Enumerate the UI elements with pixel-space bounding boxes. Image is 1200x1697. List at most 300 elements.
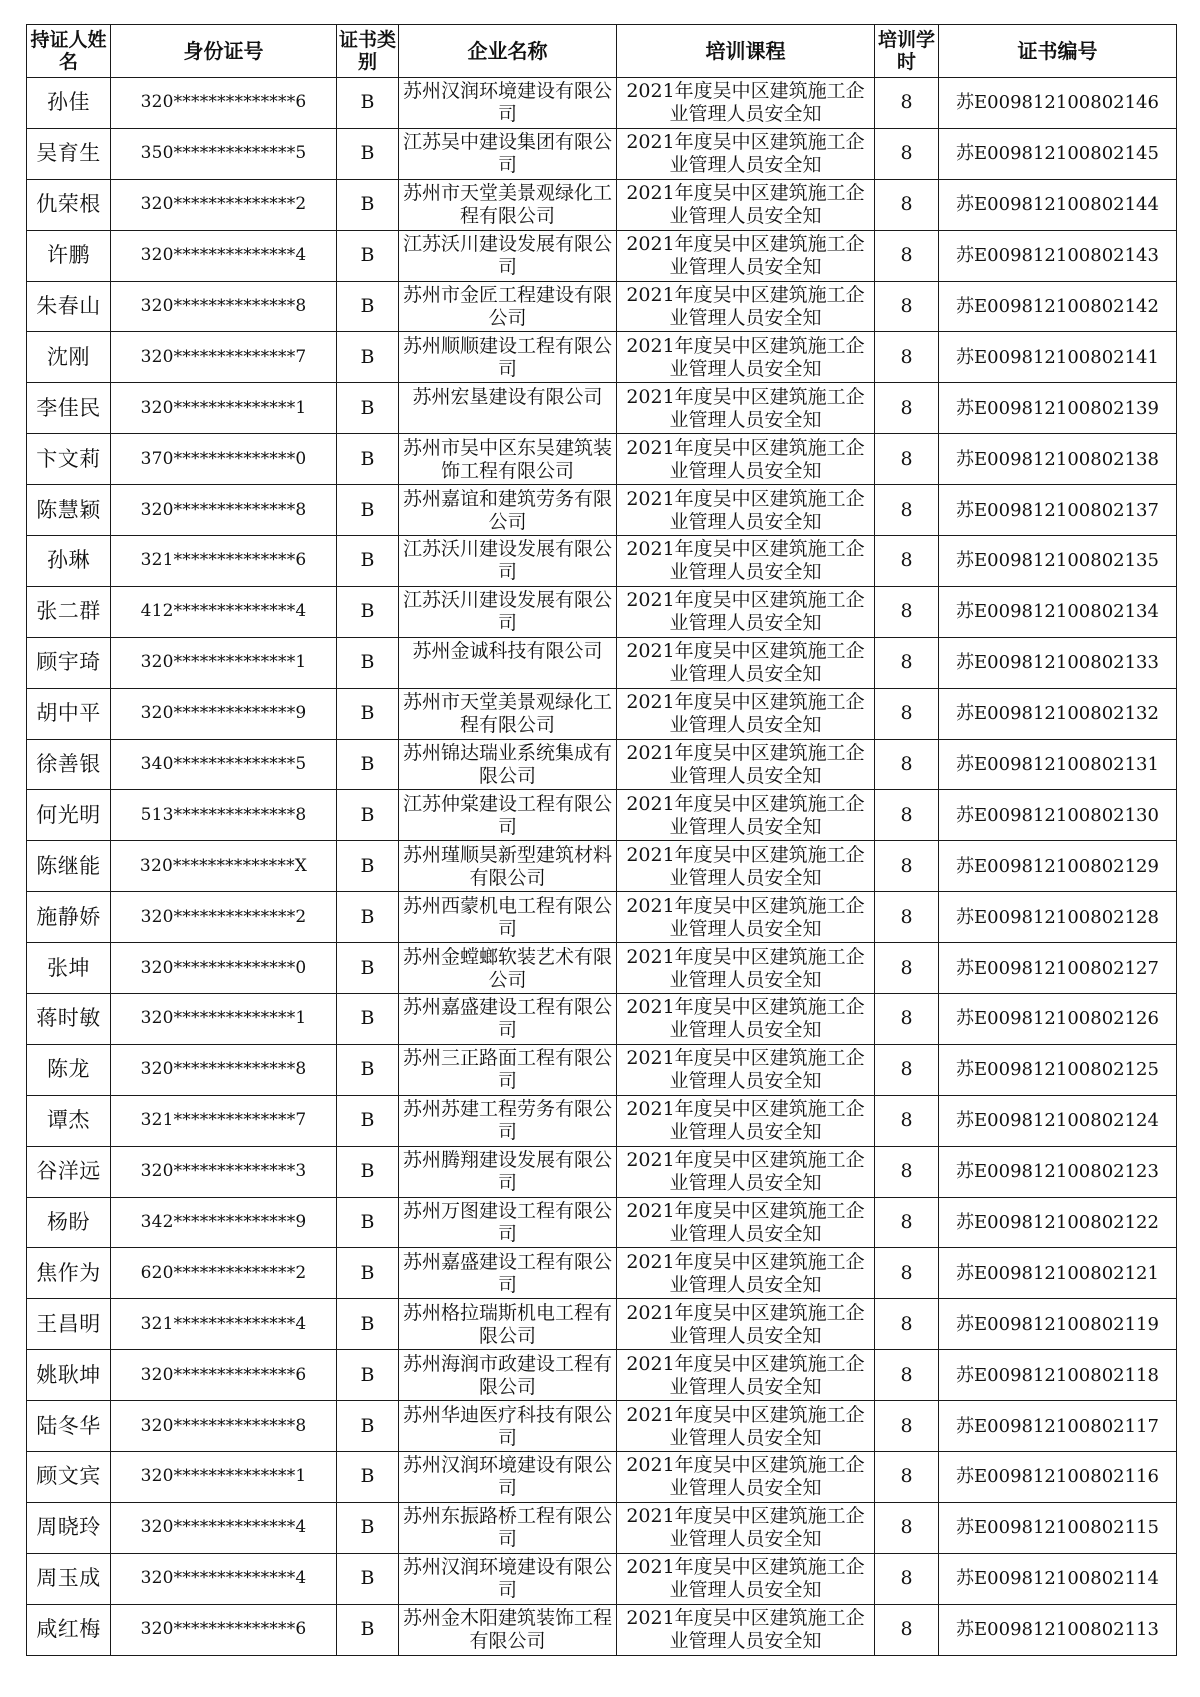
course-cell-text: 2021年度吴中区建筑施工企业管理人员安全知 [626, 131, 865, 177]
id-number-cell: 320**************8 [111, 281, 337, 332]
course-cell-text: 2021年度吴中区建筑施工企业管理人员安全知 [626, 385, 865, 431]
company-cell-text: 苏州宏垦建设有限公司 [412, 385, 603, 408]
id-number-cell: 321**************7 [111, 1095, 337, 1146]
cert-number-cell: 苏E009812100802143 [939, 230, 1177, 281]
table-header [27, 25, 1177, 78]
course-cell [617, 1401, 875, 1452]
id-number-cell: 320**************2 [111, 179, 337, 230]
id-number-cell: 320**************1 [111, 383, 337, 434]
table-row [27, 1197, 1177, 1248]
company-cell-text: 苏州嘉谊和建筑劳务有限公司 [403, 487, 612, 533]
certificate-table [26, 24, 1177, 1656]
id-number-cell: 620**************2 [111, 1248, 337, 1299]
hours-cell: 8 [875, 1502, 939, 1553]
hours-cell: 8 [875, 1248, 939, 1299]
holder-name-cell: 谷洋远 [27, 1146, 111, 1197]
cert-number-cell: 苏E009812100802139 [939, 383, 1177, 434]
holder-name-cell: 仇荣根 [27, 179, 111, 230]
course-cell-text: 2021年度吴中区建筑施工企业管理人员安全知 [626, 894, 865, 940]
cert-number-cell: 苏E009812100802125 [939, 1044, 1177, 1095]
company-cell [399, 994, 617, 1045]
company-cell [399, 1350, 617, 1401]
cert-category-cell: B [337, 434, 399, 485]
course-cell-text: 2021年度吴中区建筑施工企业管理人员安全知 [626, 1352, 865, 1398]
cert-category-cell: B [337, 1452, 399, 1503]
table-body [27, 78, 1177, 1656]
course-cell-text: 2021年度吴中区建筑施工企业管理人员安全知 [626, 1556, 865, 1602]
id-number-cell: 320**************1 [111, 994, 337, 1045]
company-cell-text: 苏州金木阳建筑装饰工程有限公司 [403, 1607, 612, 1653]
holder-name-cell: 徐善银 [27, 739, 111, 790]
cert-number-cell: 苏E009812100802131 [939, 739, 1177, 790]
course-cell [617, 281, 875, 332]
hours-cell: 8 [875, 78, 939, 129]
id-number-cell: 342**************9 [111, 1197, 337, 1248]
company-cell-text: 苏州西蒙机电工程有限公司 [403, 894, 612, 940]
hours-cell: 8 [875, 892, 939, 943]
course-cell [617, 943, 875, 994]
id-number-cell: 320**************1 [111, 1452, 337, 1503]
company-cell-text: 苏州金诚科技有限公司 [412, 640, 603, 663]
holder-name-cell: 周玉成 [27, 1553, 111, 1604]
course-cell-text: 2021年度吴中区建筑施工企业管理人员安全知 [626, 1403, 865, 1449]
course-cell [617, 1604, 875, 1655]
id-number-cell: 320**************4 [111, 230, 337, 281]
company-cell [399, 383, 617, 434]
id-number-cell: 320**************0 [111, 943, 337, 994]
cert-category-cell: B [337, 179, 399, 230]
holder-name-cell: 陈继能 [27, 841, 111, 892]
course-cell-text: 2021年度吴中区建筑施工企业管理人员安全知 [626, 1200, 865, 1246]
hours-cell: 8 [875, 230, 939, 281]
table-row [27, 281, 1177, 332]
holder-name-cell: 陈龙 [27, 1044, 111, 1095]
cert-number-cell: 苏E009812100802130 [939, 790, 1177, 841]
hours-cell: 8 [875, 1350, 939, 1401]
hours-cell: 8 [875, 485, 939, 536]
cert-category-cell: B [337, 688, 399, 739]
holder-name-cell: 何光明 [27, 790, 111, 841]
header-company: 企业名称 [399, 25, 617, 78]
company-cell-text: 苏州腾翔建设发展有限公司 [403, 1149, 612, 1195]
table-row [27, 78, 1177, 129]
cert-category-cell: B [337, 790, 399, 841]
course-cell [617, 434, 875, 485]
header-course: 培训课程 [617, 25, 875, 78]
hours-cell: 8 [875, 739, 939, 790]
id-number-cell: 320**************1 [111, 637, 337, 688]
cert-category-cell: B [337, 841, 399, 892]
cert-number-cell: 苏E009812100802141 [939, 332, 1177, 383]
holder-name-cell: 张二群 [27, 586, 111, 637]
cert-number-cell: 苏E009812100802116 [939, 1452, 1177, 1503]
course-cell-text: 2021年度吴中区建筑施工企业管理人员安全知 [626, 589, 865, 635]
id-number-cell: 320**************7 [111, 332, 337, 383]
cert-category-cell: B [337, 1401, 399, 1452]
hours-cell: 8 [875, 790, 939, 841]
cert-number-cell: 苏E009812100802129 [939, 841, 1177, 892]
cert-number-cell: 苏E009812100802128 [939, 892, 1177, 943]
company-cell-text: 苏州东振路桥工程有限公司 [403, 1505, 612, 1551]
course-cell-text: 2021年度吴中区建筑施工企业管理人员安全知 [626, 1301, 865, 1347]
hours-cell: 8 [875, 1553, 939, 1604]
company-cell [399, 1197, 617, 1248]
hours-cell: 8 [875, 637, 939, 688]
company-cell [399, 1401, 617, 1452]
company-cell [399, 128, 617, 179]
company-cell-text: 江苏仲棠建设工程有限公司 [403, 792, 612, 838]
course-cell-text: 2021年度吴中区建筑施工企业管理人员安全知 [626, 742, 865, 788]
table-row [27, 994, 1177, 1045]
cert-number-cell: 苏E009812100802127 [939, 943, 1177, 994]
table-row [27, 790, 1177, 841]
course-cell [617, 179, 875, 230]
holder-name-cell: 胡中平 [27, 688, 111, 739]
company-cell [399, 892, 617, 943]
cert-category-cell: B [337, 128, 399, 179]
hours-cell: 8 [875, 688, 939, 739]
hours-cell: 8 [875, 943, 939, 994]
course-cell [617, 994, 875, 1045]
company-cell-text: 苏州市天堂美景观绿化工程有限公司 [403, 182, 612, 228]
hours-cell: 8 [875, 1095, 939, 1146]
company-cell-text: 苏州三正路面工程有限公司 [403, 1047, 612, 1093]
hours-cell: 8 [875, 128, 939, 179]
hours-cell: 8 [875, 1044, 939, 1095]
id-number-cell: 320**************8 [111, 485, 337, 536]
company-cell [399, 332, 617, 383]
hours-cell: 8 [875, 1146, 939, 1197]
table-row [27, 383, 1177, 434]
table-row [27, 179, 1177, 230]
table-row [27, 1044, 1177, 1095]
cert-number-cell: 苏E009812100802115 [939, 1502, 1177, 1553]
course-cell [617, 383, 875, 434]
course-cell-text: 2021年度吴中区建筑施工企业管理人员安全知 [626, 1505, 865, 1551]
id-number-cell: 320**************3 [111, 1146, 337, 1197]
holder-name-cell: 陈慧颖 [27, 485, 111, 536]
holder-name-cell: 王昌明 [27, 1299, 111, 1350]
table-row [27, 1604, 1177, 1655]
company-cell [399, 841, 617, 892]
cert-number-cell: 苏E009812100802124 [939, 1095, 1177, 1146]
company-cell [399, 739, 617, 790]
cert-category-cell: B [337, 230, 399, 281]
cert-number-cell: 苏E009812100802138 [939, 434, 1177, 485]
course-cell-text: 2021年度吴中区建筑施工企业管理人员安全知 [626, 945, 865, 991]
id-number-cell: 320**************4 [111, 1502, 337, 1553]
course-cell-text: 2021年度吴中区建筑施工企业管理人员安全知 [626, 843, 865, 889]
cert-category-cell: B [337, 1502, 399, 1553]
course-cell-text: 2021年度吴中区建筑施工企业管理人员安全知 [626, 1047, 865, 1093]
course-cell-text: 2021年度吴中区建筑施工企业管理人员安全知 [626, 640, 865, 686]
id-number-cell: 370**************0 [111, 434, 337, 485]
cert-category-cell: B [337, 739, 399, 790]
company-cell-text: 苏州汉润环境建设有限公司 [403, 80, 612, 126]
company-cell [399, 78, 617, 129]
hours-cell: 8 [875, 332, 939, 383]
cert-category-cell: B [337, 1197, 399, 1248]
cert-category-cell: B [337, 1248, 399, 1299]
course-cell-text: 2021年度吴中区建筑施工企业管理人员安全知 [626, 691, 865, 737]
company-cell [399, 434, 617, 485]
course-cell-text: 2021年度吴中区建筑施工企业管理人员安全知 [626, 1149, 865, 1195]
cert-number-cell: 苏E009812100802132 [939, 688, 1177, 739]
cert-number-cell: 苏E009812100802126 [939, 994, 1177, 1045]
id-number-cell: 320**************6 [111, 78, 337, 129]
cert-category-cell: B [337, 994, 399, 1045]
company-cell [399, 1146, 617, 1197]
course-cell-text: 2021年度吴中区建筑施工企业管理人员安全知 [626, 284, 865, 329]
company-cell-text: 苏州苏建工程劳务有限公司 [403, 1098, 612, 1144]
table-row [27, 1452, 1177, 1503]
cert-number-cell: 苏E009812100802121 [939, 1248, 1177, 1299]
hours-cell: 8 [875, 586, 939, 637]
course-cell-text: 2021年度吴中区建筑施工企业管理人员安全知 [626, 1454, 865, 1500]
company-cell [399, 230, 617, 281]
course-cell [617, 1553, 875, 1604]
company-cell [399, 485, 617, 536]
company-cell-text: 苏州万图建设工程有限公司 [403, 1200, 612, 1246]
course-cell [617, 1044, 875, 1095]
table-row [27, 1350, 1177, 1401]
id-number-cell: 320**************8 [111, 1401, 337, 1452]
cert-category-cell: B [337, 1044, 399, 1095]
course-cell [617, 485, 875, 536]
course-cell [617, 739, 875, 790]
id-number-cell: 320**************X [111, 841, 337, 892]
course-cell [617, 586, 875, 637]
hours-cell: 8 [875, 536, 939, 587]
table-row [27, 1299, 1177, 1350]
company-cell-text: 苏州锦达瑞业系统集成有限公司 [403, 742, 612, 788]
cert-number-cell: 苏E009812100802113 [939, 1604, 1177, 1655]
company-cell [399, 1553, 617, 1604]
holder-name-cell: 谭杰 [27, 1095, 111, 1146]
holder-name-cell: 蒋时敏 [27, 994, 111, 1045]
company-cell-text: 苏州嘉盛建设工程有限公司 [403, 1250, 612, 1296]
course-cell [617, 1502, 875, 1553]
cert-number-cell: 苏E009812100802114 [939, 1553, 1177, 1604]
table-row [27, 841, 1177, 892]
cert-number-cell: 苏E009812100802137 [939, 485, 1177, 536]
table-row [27, 128, 1177, 179]
holder-name-cell: 吴育生 [27, 128, 111, 179]
cert-number-cell: 苏E009812100802142 [939, 281, 1177, 332]
header-id-number: 身份证号 [111, 25, 337, 78]
id-number-cell: 321**************6 [111, 536, 337, 587]
holder-name-cell: 姚耿坤 [27, 1350, 111, 1401]
company-cell [399, 1299, 617, 1350]
cert-category-cell: B [337, 943, 399, 994]
cert-category-cell: B [337, 536, 399, 587]
cert-category-cell: B [337, 383, 399, 434]
cert-number-cell: 苏E009812100802119 [939, 1299, 1177, 1350]
header-row [27, 25, 1177, 78]
header-cert-number: 证书编号 [939, 25, 1177, 78]
holder-name-cell: 顾宇琦 [27, 637, 111, 688]
company-cell-text: 苏州海润市政建设工程有限公司 [403, 1352, 612, 1398]
company-cell-text: 江苏沃川建设发展有限公司 [403, 589, 612, 635]
header-holder-name: 持证人姓名 [27, 25, 111, 78]
cert-category-cell: B [337, 1299, 399, 1350]
id-number-cell: 320**************8 [111, 1044, 337, 1095]
company-cell-text: 苏州瑾顺昊新型建筑材料有限公司 [403, 843, 612, 889]
company-cell [399, 1095, 617, 1146]
table-row [27, 1401, 1177, 1452]
cert-category-cell: B [337, 281, 399, 332]
hours-cell: 8 [875, 179, 939, 230]
company-cell [399, 586, 617, 637]
company-cell [399, 1452, 617, 1503]
course-cell [617, 841, 875, 892]
cert-category-cell: B [337, 1146, 399, 1197]
course-cell [617, 128, 875, 179]
cert-category-cell: B [337, 1604, 399, 1655]
id-number-cell: 513**************8 [111, 790, 337, 841]
company-cell [399, 1044, 617, 1095]
course-cell-text: 2021年度吴中区建筑施工企业管理人员安全知 [626, 233, 865, 279]
course-cell-text: 2021年度吴中区建筑施工企业管理人员安全知 [626, 182, 865, 228]
table-row [27, 1502, 1177, 1553]
company-cell [399, 1604, 617, 1655]
course-cell-text: 2021年度吴中区建筑施工企业管理人员安全知 [626, 1607, 865, 1653]
company-cell-text: 苏州顺顺建设工程有限公司 [403, 334, 612, 380]
course-cell [617, 688, 875, 739]
id-number-cell: 350**************5 [111, 128, 337, 179]
company-cell-text: 苏州汉润环境建设有限公司 [403, 1454, 612, 1500]
cert-category-cell: B [337, 1553, 399, 1604]
holder-name-cell: 孙佳 [27, 78, 111, 129]
table-row [27, 485, 1177, 536]
company-cell [399, 281, 617, 332]
course-cell-text: 2021年度吴中区建筑施工企业管理人员安全知 [626, 487, 865, 533]
table-row [27, 434, 1177, 485]
hours-cell: 8 [875, 994, 939, 1045]
id-number-cell: 340**************5 [111, 739, 337, 790]
table-row [27, 230, 1177, 281]
course-cell [617, 637, 875, 688]
id-number-cell: 412**************4 [111, 586, 337, 637]
cert-category-cell: B [337, 586, 399, 637]
company-cell-text: 苏州市吴中区东吴建筑装饰工程有限公司 [403, 436, 612, 482]
holder-name-cell: 李佳民 [27, 383, 111, 434]
cert-category-cell: B [337, 485, 399, 536]
company-cell [399, 943, 617, 994]
cert-number-cell: 苏E009812100802144 [939, 179, 1177, 230]
holder-name-cell: 焦作为 [27, 1248, 111, 1299]
course-cell [617, 1197, 875, 1248]
header-hours: 培训学时 [875, 25, 939, 78]
company-cell-text: 苏州市金匠工程建设有限公司 [403, 284, 612, 329]
course-cell-text: 2021年度吴中区建筑施工企业管理人员安全知 [626, 538, 865, 584]
cert-number-cell: 苏E009812100802146 [939, 78, 1177, 129]
course-cell-text: 2021年度吴中区建筑施工企业管理人员安全知 [626, 792, 865, 838]
id-number-cell: 320**************2 [111, 892, 337, 943]
course-cell [617, 78, 875, 129]
company-cell-text: 江苏沃川建设发展有限公司 [403, 538, 612, 584]
cert-category-cell: B [337, 78, 399, 129]
cert-number-cell: 苏E009812100802122 [939, 1197, 1177, 1248]
cert-number-cell: 苏E009812100802117 [939, 1401, 1177, 1452]
holder-name-cell: 顾文宾 [27, 1452, 111, 1503]
course-cell-text: 2021年度吴中区建筑施工企业管理人员安全知 [626, 80, 865, 126]
course-cell-text: 2021年度吴中区建筑施工企业管理人员安全知 [626, 334, 865, 380]
course-cell-text: 2021年度吴中区建筑施工企业管理人员安全知 [626, 996, 865, 1042]
hours-cell: 8 [875, 1197, 939, 1248]
company-cell-text: 苏州华迪医疗科技有限公司 [403, 1403, 612, 1449]
table-row [27, 739, 1177, 790]
holder-name-cell: 张坤 [27, 943, 111, 994]
company-cell [399, 1502, 617, 1553]
id-number-cell: 320**************6 [111, 1350, 337, 1401]
company-cell-text: 苏州格拉瑞斯机电工程有限公司 [403, 1301, 612, 1347]
holder-name-cell: 卞文莉 [27, 434, 111, 485]
holder-name-cell: 施静娇 [27, 892, 111, 943]
table-row [27, 536, 1177, 587]
cert-category-cell: B [337, 332, 399, 383]
cert-number-cell: 苏E009812100802134 [939, 586, 1177, 637]
course-cell [617, 332, 875, 383]
course-cell [617, 1299, 875, 1350]
hours-cell: 8 [875, 281, 939, 332]
company-cell-text: 苏州汉润环境建设有限公司 [403, 1556, 612, 1602]
course-cell-text: 2021年度吴中区建筑施工企业管理人员安全知 [626, 436, 865, 482]
table-row [27, 1553, 1177, 1604]
course-cell-text: 2021年度吴中区建筑施工企业管理人员安全知 [626, 1250, 865, 1296]
hours-cell: 8 [875, 841, 939, 892]
company-cell [399, 536, 617, 587]
table-row [27, 688, 1177, 739]
cert-number-cell: 苏E009812100802135 [939, 536, 1177, 587]
holder-name-cell: 沈刚 [27, 332, 111, 383]
holder-name-cell: 陆冬华 [27, 1401, 111, 1452]
course-cell [617, 1248, 875, 1299]
id-number-cell: 320**************6 [111, 1604, 337, 1655]
course-cell-text: 2021年度吴中区建筑施工企业管理人员安全知 [626, 1098, 865, 1144]
course-cell [617, 892, 875, 943]
hours-cell: 8 [875, 434, 939, 485]
hours-cell: 8 [875, 1452, 939, 1503]
company-cell-text: 苏州嘉盛建设工程有限公司 [403, 996, 612, 1042]
header-cert-category: 证书类别 [337, 25, 399, 78]
company-cell [399, 790, 617, 841]
company-cell-text: 江苏沃川建设发展有限公司 [403, 233, 612, 279]
cert-number-cell: 苏E009812100802145 [939, 128, 1177, 179]
holder-name-cell: 周晓玲 [27, 1502, 111, 1553]
id-number-cell: 321**************4 [111, 1299, 337, 1350]
holder-name-cell: 杨盼 [27, 1197, 111, 1248]
table-row [27, 332, 1177, 383]
hours-cell: 8 [875, 1401, 939, 1452]
company-cell [399, 637, 617, 688]
course-cell [617, 1452, 875, 1503]
cert-category-cell: B [337, 1350, 399, 1401]
course-cell [617, 230, 875, 281]
company-cell-text: 江苏吴中建设集团有限公司 [403, 131, 612, 177]
company-cell-text: 苏州市天堂美景观绿化工程有限公司 [403, 691, 612, 737]
hours-cell: 8 [875, 1604, 939, 1655]
holder-name-cell: 咸红梅 [27, 1604, 111, 1655]
id-number-cell: 320**************9 [111, 688, 337, 739]
hours-cell: 8 [875, 1299, 939, 1350]
course-cell [617, 536, 875, 587]
table-row [27, 1248, 1177, 1299]
company-cell [399, 179, 617, 230]
company-cell [399, 688, 617, 739]
course-cell [617, 790, 875, 841]
table-row [27, 943, 1177, 994]
